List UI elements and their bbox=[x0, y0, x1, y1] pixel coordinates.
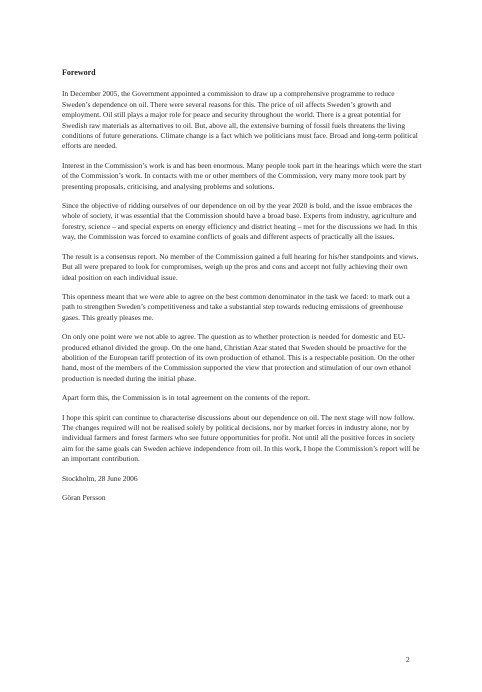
paragraph-5: This openness meant that we were able to agree on the best common denominator in the task we faced: to mark out a path to strengthen Sweden’s competitiveness and take a substantial step towards reducing emissions of greenhouse gases. This greatly pleases me. bbox=[62, 291, 410, 322]
paragraph-3: Since the objective of ridding ourselves of our dependence on oil by the year 2020 is bold, and the issue embraces the whole of society, it was essential that the Commission should have a broad base. Experts from industry, agriculture and forestry, science – and special experts on energy efficiency and district heating – met for the discussions we had. In this way, the Commission was forced to examine conflicts of goals and different aspects of practically all the issues. bbox=[62, 201, 418, 242]
paragraph-8: I hope this spirit can continue to characterise discussions about our dependence on oil. The next stage will now follow. The changes required will not be realised solely by political decisions, nor by market forces in industry alone, nor by individual farmers and forest farmers who see future opportunities for profit. Not until all the positive forces in society aim for the same goals can Sweden achieve independence from oil. In this work, I hope the Commission’s report will be an important contribution. bbox=[62, 412, 420, 464]
paragraph-7: Apart form this, the Commission is in total agreement on the contents of the report. bbox=[62, 393, 310, 403]
foreword-body bbox=[62, 68, 422, 512]
signature: Göran Persson bbox=[62, 493, 106, 502]
paragraph-6: On only one point were we not able to agree. The question as to whether protection is needed for domestic and EU-produced ethanol divided the group. On the one hand, Christian Azar stated that Sweden should be proactive for the abolition of the European tariff protection of its own production of ethanol. This is a respectable position. On the other hand, most of the members of the Commission supported the view that protection and stimulation of our own ethanol production is needed during the initial phase. bbox=[62, 332, 415, 383]
paragraph-4: The result is a consensus report. No member of the Commission gained a full hearing for his/her standpoints and views. But all were prepared to look for compromises, weigh up the pros and cons and accept not fully achieving their own ideal position on each individual issue. bbox=[62, 251, 419, 282]
page-number: 2 bbox=[406, 655, 410, 664]
paragraph-1: In December 2005, the Government appointed a commission to draw up a comprehensive programme to reduce Sweden’s dependence on oil. There were several reasons for this. The price of oil affects Sweden’s growth and employment. Oil still plays a major role for peace and security throughout the world. There is a great potential for Swedish raw materials as alternatives to oil. But, above all, the extensive burning of fossil fuels threatens the living conditions of future generations. Climate change is a fact which we politicians must face. Broad and long-term political efforts are needed. bbox=[62, 89, 418, 151]
foreword-heading: Foreword bbox=[62, 68, 96, 77]
paragraph-2: Interest in the Commission’s work is and has been enormous. Many people took part in the hearings which were the start of the Commission’s work. In contacts with me or other members of the Commission, very many more took part by presenting proposals, criticising, and analysing problems and solutions. bbox=[62, 160, 422, 191]
place-date: Stockholm, 28 June 2006 bbox=[62, 473, 138, 483]
